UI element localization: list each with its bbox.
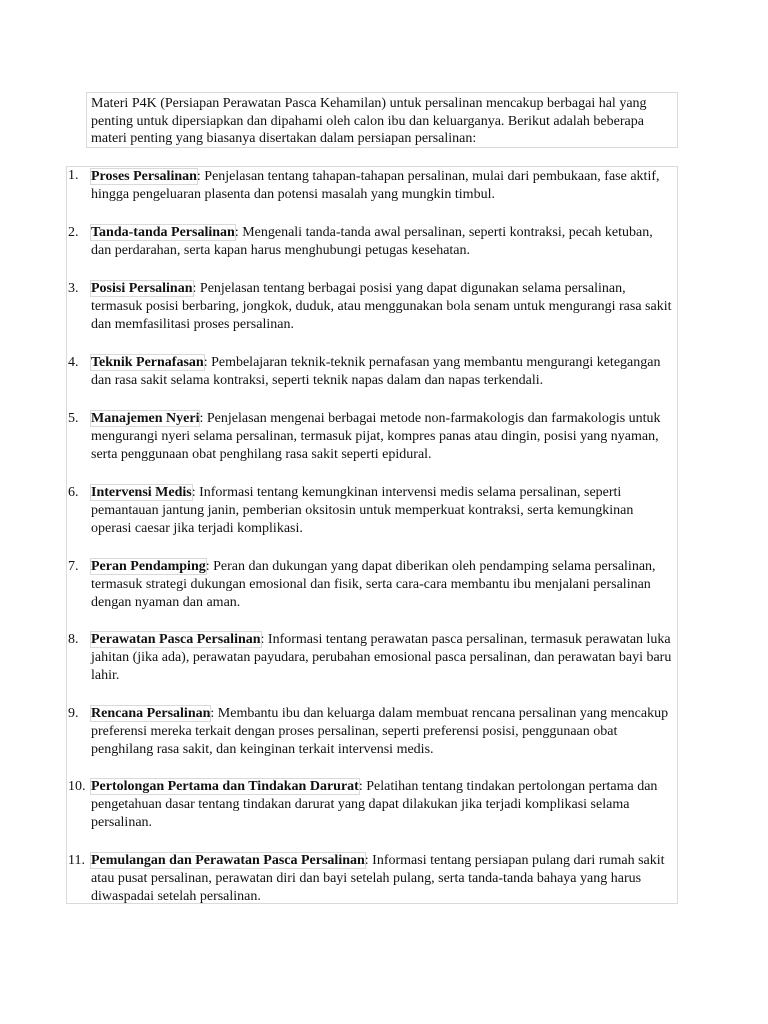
list-number: 10. bbox=[68, 779, 86, 794]
list-term: Teknik Pernafasan bbox=[91, 355, 204, 370]
list-description: : Penjelasan tentang tahapan-tahapan persalinan, mulai dari pembukaan, fase aktif, hingga pengeluaran plasenta dan potensi masalah yang mungkin timbul. bbox=[91, 169, 660, 202]
list-term: Manajemen Nyeri bbox=[91, 411, 200, 426]
list-description: : Pelatihan tentang tindakan pertolongan pertama dan pengetahuan dasar tentang tindakan darurat yang dapat dilakukan jika terjadi komplikasi selama persalinan. bbox=[91, 779, 658, 830]
list-description: : Pembelajaran teknik-teknik pernafasan yang membantu mengurangi ketegangan dan rasa sakit selama kontraksi, seperti teknik napas dalam dan napas terkendali. bbox=[91, 355, 661, 388]
list-description: : Membantu ibu dan keluarga dalam membuat rencana persalinan yang mencakup preferensi mereka terkait dengan proses persalinan, seperti preferensi posisi, penggunaan obat penghilang rasa sakit, dan keinginan terkait intervensi medis. bbox=[91, 706, 669, 757]
list-term: Perawatan Pasca Persalinan bbox=[91, 632, 261, 647]
list-description: : Informasi tentang perawatan pasca persalinan, termasuk perawatan luka jahitan (jika ada), perawatan payudara, perubahan emosional pasca persalinan, dan perawatan bayi baru lahir. bbox=[91, 632, 672, 683]
list-number: 9. bbox=[68, 706, 79, 721]
list-term: Rencana Persalinan bbox=[91, 706, 211, 721]
list-description: : Informasi tentang persiapan pulang dari rumah sakit atau pusat persalinan, perawatan diri dan bayi setelah pulang, serta tanda-tanda bahaya yang harus diwaspadai setelah persalinan. bbox=[91, 853, 665, 904]
list-item bbox=[67, 778, 677, 833]
list-number: 8. bbox=[68, 632, 79, 647]
materials-list bbox=[67, 167, 677, 907]
list-item bbox=[67, 167, 677, 206]
list-number: 7. bbox=[68, 559, 79, 574]
intro-paragraph: Materi P4K (Persiapan Perawatan Pasca Kehamilan) untuk persalinan mencakup berbagai hal yang penting untuk dipersiapkan dan dipahami oleh calon ibu dan keluarganya. Berikut adalah beberapa materi penting yang biasanya disertakan dalam persiapan persalinan: bbox=[91, 96, 647, 146]
list-number: 3. bbox=[68, 281, 79, 296]
list-item bbox=[67, 354, 677, 391]
list-number: 4. bbox=[68, 355, 79, 370]
list-number: 5. bbox=[68, 411, 79, 426]
list-term: Pertolongan Pertama dan Tindakan Darurat bbox=[91, 779, 359, 794]
list-term: Posisi Persalinan bbox=[91, 281, 193, 296]
list-item bbox=[67, 484, 677, 539]
list-number: 1. bbox=[68, 168, 79, 183]
list-item bbox=[67, 224, 677, 261]
list-term: Tanda-tanda Persalinan bbox=[91, 225, 235, 240]
list-item bbox=[67, 631, 677, 686]
list-item bbox=[67, 410, 677, 465]
list-number: 11. bbox=[68, 853, 85, 868]
list-term: Proses Persalinan bbox=[91, 169, 197, 184]
list-description: : Penjelasan tentang berbagai posisi yang dapat digunakan selama persalinan, termasuk posisi berbaring, jongkok, duduk, atau menggunakan bola senam untuk mengurangi rasa sakit dan memfasilitasi proses persalinan. bbox=[91, 281, 672, 332]
list-description: : Penjelasan mengenai berbagai metode non-farmakologis dan farmakologis untuk mengurangi nyeri selama persalinan, termasuk pijat, kompres panas atau dingin, posisi yang nyaman, serta penggunaan obat penghilang rasa sakit seperti epidural. bbox=[91, 411, 661, 462]
list-term: Pemulangan dan Perawatan Pasca Persalinan bbox=[91, 853, 365, 868]
list-number: 6. bbox=[68, 485, 79, 500]
list-description: : Informasi tentang kemungkinan intervensi medis selama persalinan, seperti pemantauan jantung janin, pemberian oksitosin untuk memperkuat kontraksi, serta kemungkinan operasi caesar jika terjadi komplikasi. bbox=[91, 485, 634, 536]
materials-list-box bbox=[66, 166, 678, 904]
list-item bbox=[67, 558, 677, 613]
list-description: : Peran dan dukungan yang dapat diberikan oleh pendamping selama persalinan, termasuk strategi dukungan emosional dan fisik, serta cara-cara membantu ibu menjalani persalinan dengan nyaman dan aman. bbox=[91, 559, 656, 610]
list-item bbox=[67, 280, 677, 335]
list-item bbox=[67, 705, 677, 760]
list-number: 2. bbox=[68, 225, 79, 240]
list-description: : Mengenali tanda-tanda awal persalinan, seperti kontraksi, pecah ketuban, dan perdarahan, serta kapan harus menghubungi petugas kesehatan. bbox=[91, 225, 653, 258]
list-term: Intervensi Medis bbox=[91, 485, 192, 500]
intro-paragraph-box bbox=[86, 92, 678, 148]
list-term: Peran Pendamping bbox=[91, 559, 206, 574]
list-item bbox=[67, 852, 677, 907]
